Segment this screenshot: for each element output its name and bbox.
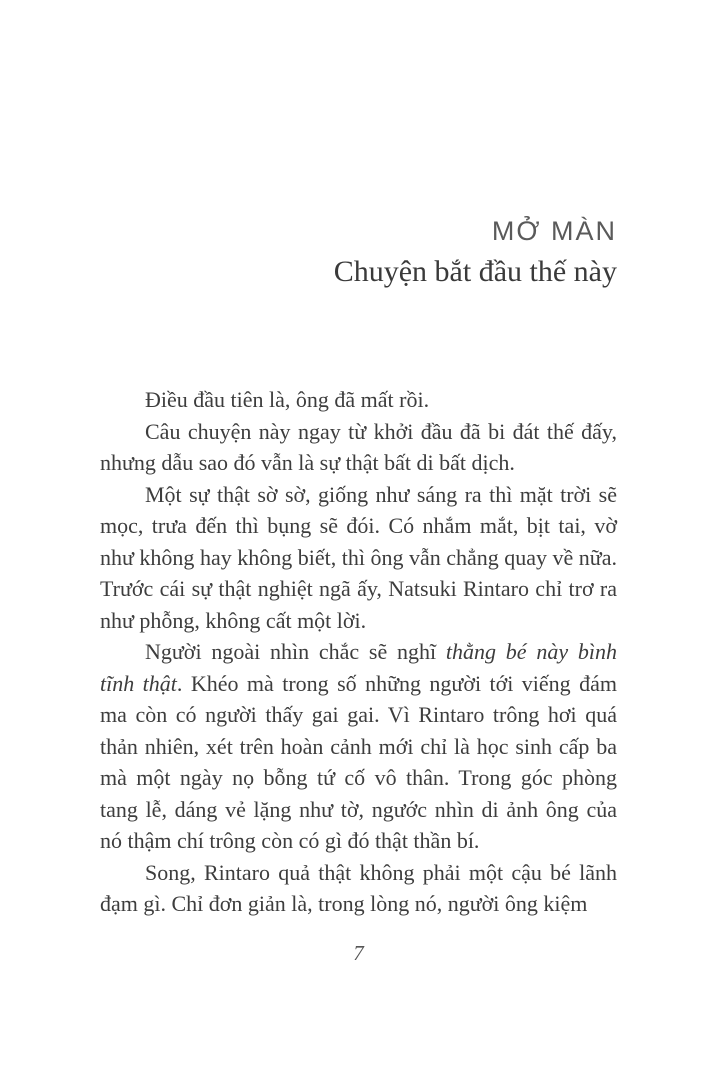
paragraph-1 [100,384,617,416]
paragraph-4 [100,636,617,857]
chapter-title: Chuyện bắt đầu thế này [333,255,617,289]
paragraph-4-text-tail: . Khéo mà trong số những người tới viếng đám ma còn có người thấy gai gai. Vì Rintaro trông hơi quá thản nhiên, xét trên hoàn cảnh mới chỉ là học sinh cấp ba mà một ngày nọ bỗng tứ cố vô thân. Trong góc phòng tang lễ, dáng vẻ lặng như tờ, ngước nhìn di ảnh ông của nó thậm chí trông còn có gì đó thật thần bí. [100,670,617,853]
paragraph-4-text-lead: Người ngoài nhìn chắc sẽ nghĩ [145,639,446,664]
paragraph-2 [100,416,617,479]
paragraph-2-text: Câu chuyện này ngay từ khởi đầu đã bi đát thế đấy, nhưng dẫu sao đó vẫn là sự thật bất di bất dịch. [100,418,617,475]
paragraph-5 [100,857,617,920]
chapter-header [100,216,617,291]
paragraph-3 [100,479,617,637]
paragraph-1-text: Điều đầu tiên là, ông đã mất rồi. [145,387,430,412]
paragraph-5-text: Song, Rintaro quả thật không phải một cậu bé lãnh đạm gì. Chỉ đơn giản là, trong lòng nó, người ông kiệm [100,859,617,916]
paragraph-4-text-italic: thằng bé này bình tĩnh thật [100,639,617,696]
body-text [100,384,617,920]
page-number: 7 [353,941,364,965]
chapter-kicker: MỞ MÀN [491,216,617,246]
paragraph-3-text: Một sự thật sờ sờ, giống như sáng ra thì mặt trời sẽ mọc, trưa đến thì bụng sẽ đói. Có nhắm mắt, bịt tai, vờ như không hay không biết, thì ông vẫn chẳng quay về nữa. Trước cái sự thật nghiệt ngã ấy, Natsuki Rintaro chỉ trơ ra như phỗng, không cất một lời. [100,481,617,633]
